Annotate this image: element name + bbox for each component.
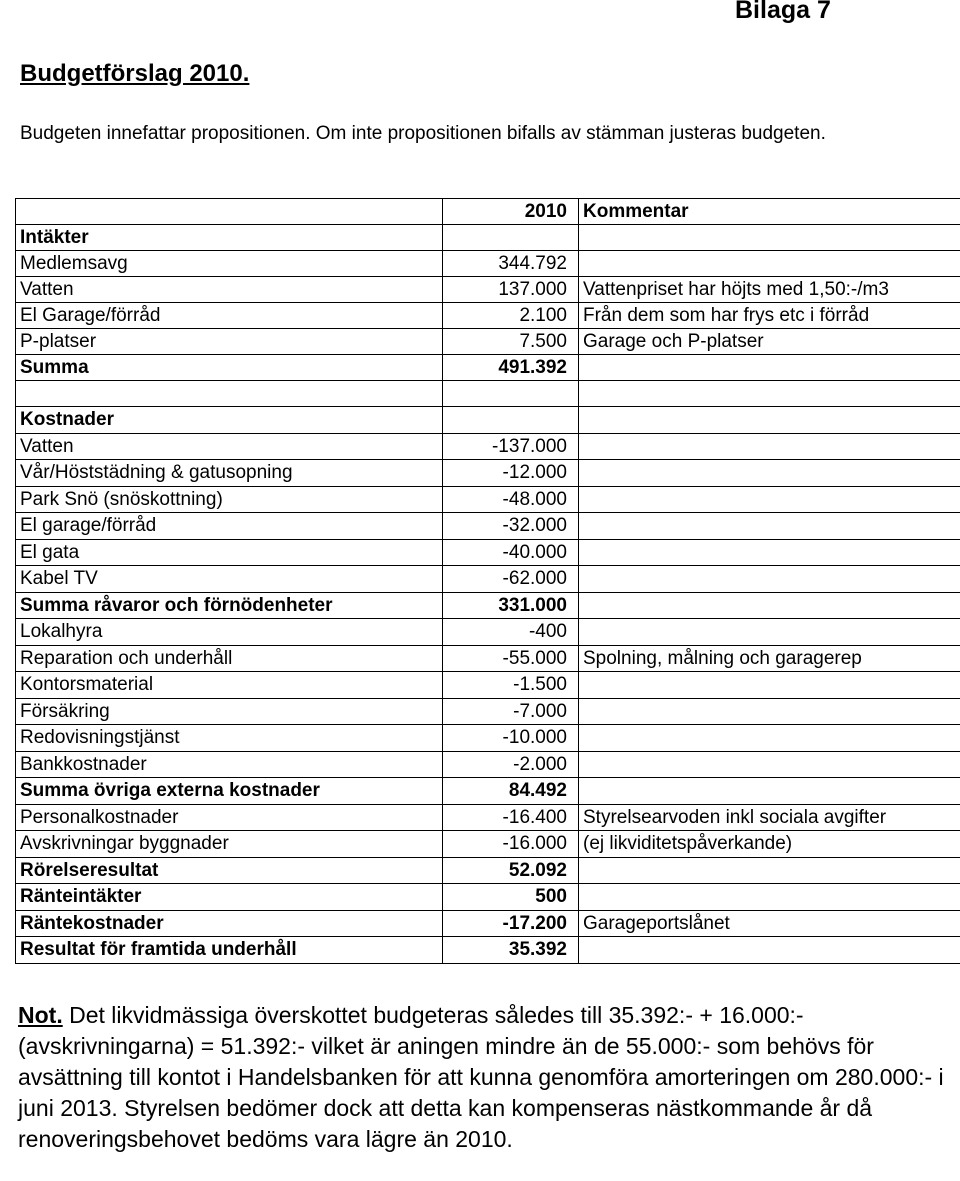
table-row bbox=[16, 355, 960, 381]
row-label-cell: Kostnader bbox=[16, 407, 443, 434]
row-comment-cell bbox=[579, 698, 960, 725]
table-row bbox=[16, 778, 960, 805]
header-label-cell bbox=[16, 199, 443, 225]
appendix-label: Bilaga 7 bbox=[735, 0, 831, 24]
row-amount-cell: 344.792 bbox=[443, 251, 579, 277]
row-comment-cell bbox=[579, 857, 960, 884]
row-label-cell: El Garage/förråd bbox=[16, 303, 443, 329]
row-amount-cell: -7.000 bbox=[443, 698, 579, 725]
row-label-cell: El garage/förråd bbox=[16, 513, 443, 540]
row-amount-cell bbox=[443, 381, 579, 407]
row-amount-cell: -40.000 bbox=[443, 539, 579, 566]
row-comment-cell bbox=[579, 433, 960, 460]
row-comment-cell: Från dem som har frys etc i förråd bbox=[579, 303, 960, 329]
row-comment-cell bbox=[579, 566, 960, 593]
row-amount-cell: 500 bbox=[443, 884, 579, 911]
table-row bbox=[16, 698, 960, 725]
table-row bbox=[16, 225, 960, 251]
row-amount-cell: -32.000 bbox=[443, 513, 579, 540]
row-amount-cell: -12.000 bbox=[443, 460, 579, 487]
row-comment-cell bbox=[579, 539, 960, 566]
row-comment-cell bbox=[579, 460, 960, 487]
row-amount-cell: 84.492 bbox=[443, 778, 579, 805]
row-amount-cell bbox=[443, 225, 579, 251]
row-amount-cell: 331.000 bbox=[443, 592, 579, 619]
row-label-cell: Summa övriga externa kostnader bbox=[16, 778, 443, 805]
note-text: Det likvidmässiga överskottet budgeteras således till 35.392:- + 16.000:- (avskrivningarna) = 51.392:- vilket är aningen mindre än de 55.000:- som behövs för avsättning till kontot i Handelsbanken för att kunna genomföra amorteringen om 280.000:- i juni 2013. Styrelsen bedömer dock att detta kan kompenseras nästkommande år då renoveringsbehovet bedöms vara lägre än 2010. bbox=[18, 1002, 944, 1152]
row-comment-cell: (ej likviditetspåverkande) bbox=[579, 831, 960, 858]
row-label-cell: Summa bbox=[16, 355, 443, 381]
budget-table bbox=[15, 198, 960, 964]
row-label-cell: Kabel TV bbox=[16, 566, 443, 593]
row-amount-cell: 491.392 bbox=[443, 355, 579, 381]
row-comment-cell: Garage och P-platser bbox=[579, 329, 960, 355]
row-label-cell: Räntekostnader bbox=[16, 910, 443, 937]
row-comment-cell bbox=[579, 381, 960, 407]
row-comment-cell bbox=[579, 251, 960, 277]
table-row bbox=[16, 303, 960, 329]
table-row bbox=[16, 486, 960, 513]
row-label-cell: Vatten bbox=[16, 433, 443, 460]
table-row bbox=[16, 937, 960, 964]
row-amount-cell: 35.392 bbox=[443, 937, 579, 964]
row-comment-cell bbox=[579, 619, 960, 646]
row-amount-cell: -48.000 bbox=[443, 486, 579, 513]
row-label-cell: Reparation och underhåll bbox=[16, 645, 443, 672]
row-label-cell: Lokalhyra bbox=[16, 619, 443, 646]
document-title: Budgetförslag 2010. bbox=[20, 60, 250, 87]
row-amount-cell: -400 bbox=[443, 619, 579, 646]
row-amount-cell: -16.000 bbox=[443, 831, 579, 858]
row-label-cell: Resultat för framtida underhåll bbox=[16, 937, 443, 964]
row-comment-cell bbox=[579, 884, 960, 911]
table-row bbox=[16, 539, 960, 566]
row-comment-cell: Spolning, målning och garagerep bbox=[579, 645, 960, 672]
row-amount-cell: -62.000 bbox=[443, 566, 579, 593]
intro-paragraph: Budgeten innefattar propositionen. Om inte propositionen bifalls av stämman justeras budgeten. bbox=[20, 123, 826, 144]
row-comment-cell: Garageportslånet bbox=[579, 910, 960, 937]
row-amount-cell: -16.400 bbox=[443, 804, 579, 831]
row-amount-cell: -10.000 bbox=[443, 725, 579, 752]
row-comment-cell bbox=[579, 725, 960, 752]
table-row bbox=[16, 751, 960, 778]
row-label-cell: Park Snö (snöskottning) bbox=[16, 486, 443, 513]
row-comment-cell bbox=[579, 225, 960, 251]
note-paragraph bbox=[18, 1000, 948, 1155]
table-row bbox=[16, 672, 960, 699]
row-label-cell: Kontorsmaterial bbox=[16, 672, 443, 699]
table-row bbox=[16, 645, 960, 672]
row-amount-cell: -2.000 bbox=[443, 751, 579, 778]
row-label-cell: Försäkring bbox=[16, 698, 443, 725]
header-comment-cell: Kommentar bbox=[579, 199, 960, 225]
row-amount-cell: -137.000 bbox=[443, 433, 579, 460]
row-comment-cell bbox=[579, 486, 960, 513]
row-comment-cell bbox=[579, 778, 960, 805]
row-amount-cell: 7.500 bbox=[443, 329, 579, 355]
row-amount-cell bbox=[443, 407, 579, 434]
row-amount-cell: 2.100 bbox=[443, 303, 579, 329]
table-row bbox=[16, 460, 960, 487]
row-comment-cell: Vattenpriset har höjts med 1,50:-/m3 bbox=[579, 277, 960, 303]
table-row bbox=[16, 857, 960, 884]
row-amount-cell: -1.500 bbox=[443, 672, 579, 699]
row-label-cell: El gata bbox=[16, 539, 443, 566]
row-amount-cell: -55.000 bbox=[443, 645, 579, 672]
row-label-cell: Medlemsavg bbox=[16, 251, 443, 277]
row-comment-cell bbox=[579, 355, 960, 381]
row-comment-cell bbox=[579, 672, 960, 699]
row-label-cell: Vatten bbox=[16, 277, 443, 303]
table-row bbox=[16, 251, 960, 277]
row-label-cell: Avskrivningar byggnader bbox=[16, 831, 443, 858]
table-row bbox=[16, 513, 960, 540]
row-label-cell: Vår/Höststädning & gatusopning bbox=[16, 460, 443, 487]
table-row bbox=[16, 884, 960, 911]
row-amount-cell: -17.200 bbox=[443, 910, 579, 937]
row-label-cell: Bankkostnader bbox=[16, 751, 443, 778]
row-label-cell: Intäkter bbox=[16, 225, 443, 251]
row-amount-cell: 52.092 bbox=[443, 857, 579, 884]
row-comment-cell bbox=[579, 592, 960, 619]
table-row bbox=[16, 725, 960, 752]
row-label-cell: Redovisningstjänst bbox=[16, 725, 443, 752]
table-row bbox=[16, 804, 960, 831]
row-comment-cell bbox=[579, 513, 960, 540]
table-row bbox=[16, 910, 960, 937]
row-label-cell: Personalkostnader bbox=[16, 804, 443, 831]
row-label-cell: Ränteintäkter bbox=[16, 884, 443, 911]
row-comment-cell bbox=[579, 937, 960, 964]
table-row bbox=[16, 277, 960, 303]
row-comment-cell: Styrelsearvoden inkl sociala avgifter bbox=[579, 804, 960, 831]
table-row bbox=[16, 433, 960, 460]
note-label: Not. bbox=[18, 1002, 63, 1028]
row-comment-cell bbox=[579, 407, 960, 434]
row-label-cell: Rörelseresultat bbox=[16, 857, 443, 884]
table-row bbox=[16, 329, 960, 355]
row-label-cell bbox=[16, 381, 443, 407]
table-row bbox=[16, 381, 960, 407]
table-row bbox=[16, 831, 960, 858]
table-row bbox=[16, 407, 960, 434]
row-comment-cell bbox=[579, 751, 960, 778]
row-label-cell: P-platser bbox=[16, 329, 443, 355]
table-row bbox=[16, 592, 960, 619]
header-year-cell: 2010 bbox=[443, 199, 579, 225]
row-amount-cell: 137.000 bbox=[443, 277, 579, 303]
table-row bbox=[16, 619, 960, 646]
row-label-cell: Summa råvaror och förnödenheter bbox=[16, 592, 443, 619]
table-row bbox=[16, 566, 960, 593]
table-header-row bbox=[16, 199, 960, 225]
